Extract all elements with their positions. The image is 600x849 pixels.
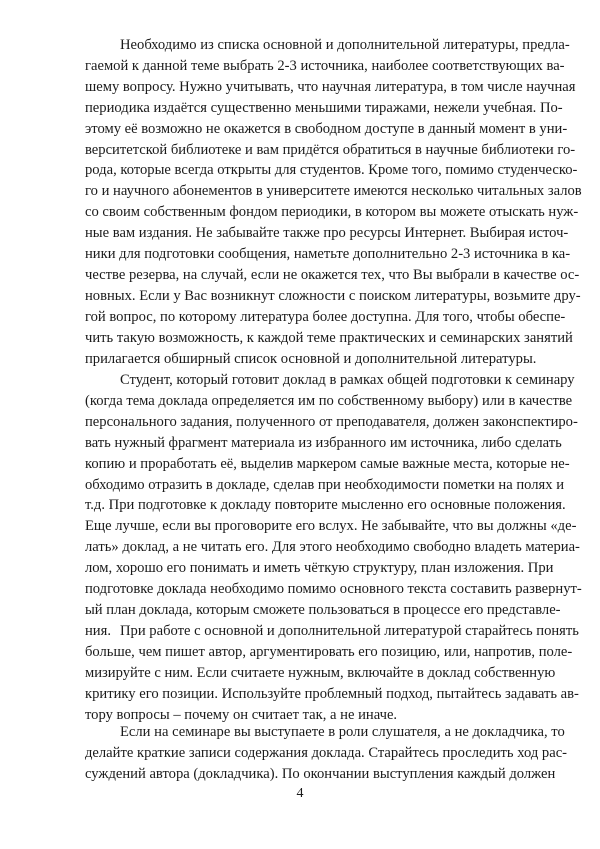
text-line: ники для подготовки сообщения, наметьте дополнительно 2-3 источника в ка-: [85, 246, 571, 262]
text-line: шему вопросу. Нужно учитывать, что научная литература, в том числе научная: [85, 78, 576, 95]
text-line: подготовке доклада необходимо помимо основного текста составить развернут-: [85, 581, 582, 597]
text-line: Студент, который готовит доклад в рамках общей подготовки к семинару: [120, 372, 575, 388]
text-line: рода, которые всегда открыты для студентов. Кроме того, помимо студенческо-: [85, 162, 578, 179]
text-line: периодика издаётся существенно меньшими тиражами, нежели учебная. По-: [85, 99, 563, 116]
text-line: этому её возможно не окажется в свободном доступе в данный момент в уни-: [85, 120, 568, 137]
text-line: тору вопросы – почему он считает так, а не иначе.: [85, 706, 398, 723]
text-line: со своим собственным фондом периодики, в котором вы можете отыскать нуж-: [85, 204, 579, 221]
text-line: вать нужный фрагмент материала из избранного им источника, либо сделать: [85, 434, 562, 451]
text-line: ния.: [85, 622, 111, 639]
text-line: верситетской библиотеке и вам придётся обратиться в научные библиотеки го-: [85, 141, 576, 158]
text-line: честве резерва, на случай, если не окажется тех, что Вы выбрали в качестве ос-: [85, 266, 580, 283]
text-line: обходимо отразить в докладе, сделав при необходимости пометки на полях и: [85, 476, 565, 493]
text-line: больше, чем пишет автор, аргументировать его позицию, или, напротив, поле-: [85, 643, 573, 660]
text-line: го и научного абонементов в университете имеются несколько читальных залов: [85, 183, 582, 200]
text-line: делайте краткие записи содержания доклада. Старайтесь проследить ход рас-: [85, 744, 568, 761]
text-line: лать» доклад, а не читать его. Для этого необходимо свободно владеть материа-: [85, 539, 580, 556]
text-line: копию и проработать её, выделив маркером самые важные места, которые не-: [85, 455, 570, 472]
text-line: ные вам издания. Не забывайте также про ресурсы Интернет. Выбирая источ-: [85, 225, 569, 242]
text-line: Если на семинаре вы выступаете в роли слушателя, а не докладчика, то: [120, 724, 565, 740]
text-line: Необходимо из списка основной и дополнительной литературы, предла-: [120, 37, 570, 53]
text-line: т.д. При подготовке к докладу повторите мысленно его основные положения.: [85, 497, 566, 514]
text-line: чить такую возможность, к каждой теме практических и семинарских занятий: [85, 329, 573, 346]
text-line: ый план доклада, которым сможете пользоваться в процессе его представле-: [85, 601, 561, 618]
text-line: (когда тема доклада определяется им по собственному выбору) или в качестве: [85, 392, 573, 409]
text-line: суждений автора (докладчика). По окончании выступления каждый должен: [85, 765, 556, 782]
text-line: Еще лучше, если вы проговорите его вслух. Не забывайте, что вы должны «де-: [85, 518, 577, 535]
text-line: гой вопрос, по которому литература более доступна. Для того, чтобы обеспе-: [85, 308, 566, 325]
text-line: критику его позиции. Используйте проблемный подход, пытайтесь задавать ав-: [85, 685, 579, 702]
text-line: лом, хорошо его понимать и иметь чёткую структуру, план изложения. При: [85, 560, 554, 577]
page-number: 4: [296, 786, 304, 801]
text-line: новных. Если у Вас возникнут сложности с поиском литературы, возьмите дру-: [85, 287, 581, 304]
text-line: гаемой к данной теме выбрать 2-3 источника, наиболее соответствующих ва-: [85, 57, 565, 74]
text-line: мизируйте с ним. Если считаете нужным, включайте в доклад собственную: [85, 664, 556, 681]
text-line: персонального задания, полученного от преподавателя, должен законспектиро-: [85, 413, 578, 430]
text-line: прилагается обширный список основной и дополнительной литературы.: [85, 350, 537, 367]
text-line: При работе с основной и дополнительной литературой старайтесь понять: [120, 623, 579, 639]
